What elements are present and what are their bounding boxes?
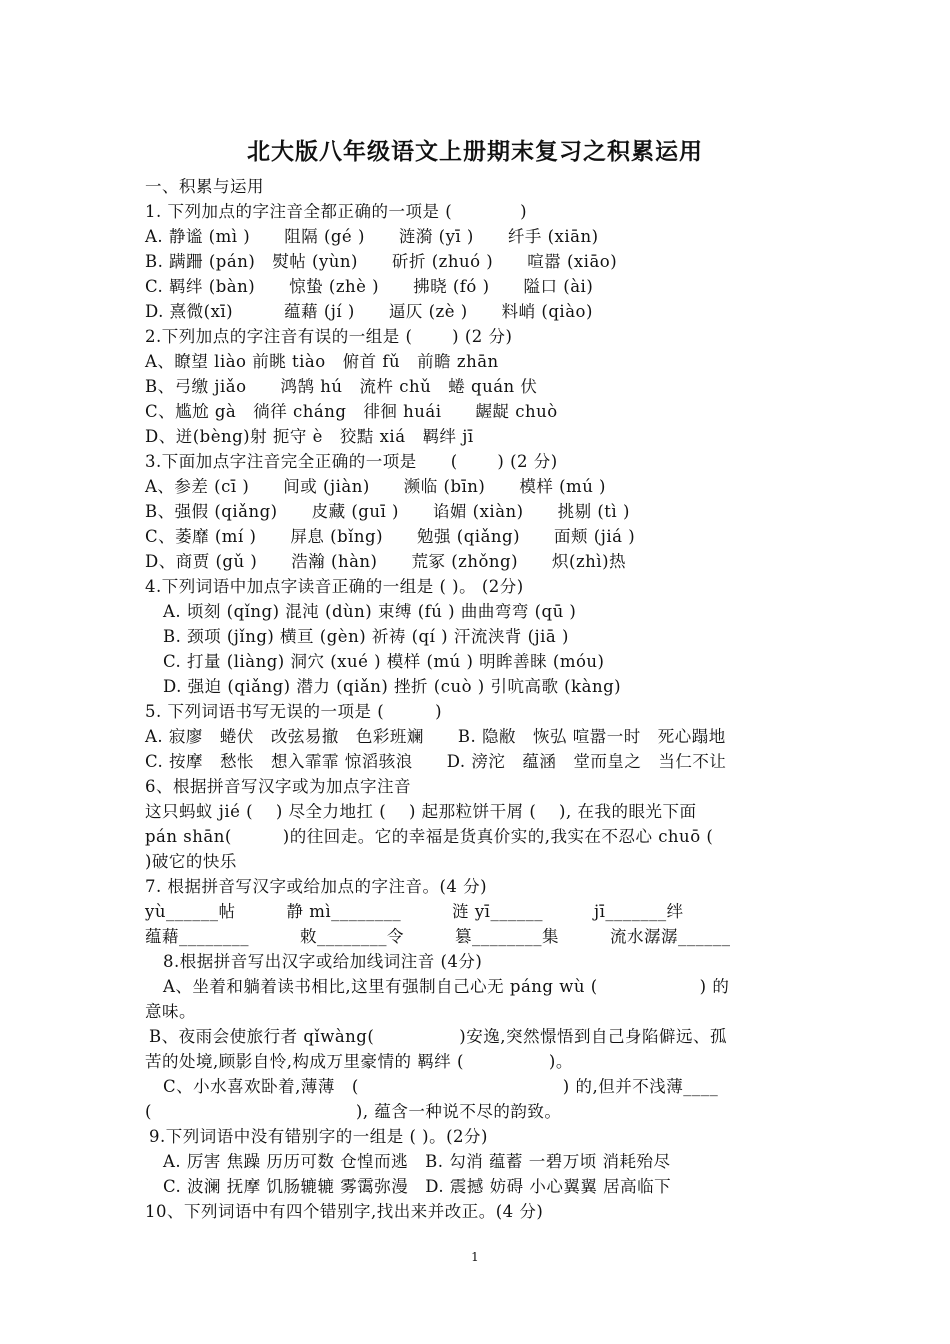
question-6-text-1: 这只蚂蚁 jié ( ) 尽全力地扛 ( ) 起那粒饼干屑 ( ), 在我的眼光下面 [145, 802, 697, 821]
question-3-option-c: C、萎靡 (mí ) 屏息 (bǐng) 勉强 (qiǎng) 面颊 (jiá ) [145, 527, 636, 546]
question-5: 5. 下列词语书写无误的一项是 ( ) [145, 702, 443, 721]
question-1-option-a: A. 静谧 (mì ) 阻隔 (gé ) 涟漪 (yī ) 纤手 (xiān) [145, 227, 599, 246]
question-5-options-ab: A. 寂廖 蜷伏 改弦易撤 色彩班斓 B. 隐敝 恢弘 喧嚣一时 死心蹋地 [145, 727, 726, 746]
question-8-c-cont: ( ), 蕴含一种说不尽的韵致。 [145, 1102, 562, 1121]
question-2-option-b: B、弓缴 jiǎo 鸿鹄 hú 流杵 chǔ 蜷 quán 伏 [145, 377, 538, 396]
question-4-option-c: C. 打量 (liàng) 洞穴 (xué ) 模样 (mú ) 明眸善睐 (móu) [163, 652, 605, 671]
question-8: 8.根据拼音写出汉字或给加线词注音 (4分) [163, 952, 483, 971]
question-4-option-a: A. 顷刻 (qǐng) 混沌 (dùn) 束缚 (fú ) 曲曲弯弯 (qū ) [163, 602, 577, 621]
question-6-text-3: )破它的快乐 [145, 852, 237, 871]
question-8-a: A、坐着和躺着读书相比,这里有强制自己心无 páng wù ( ) 的 [163, 977, 730, 996]
question-8-b: B、夜雨会使旅行者 qǐwàng( )安逸,突然憬悟到自己身陷僻远、孤 [149, 1027, 727, 1046]
question-8-c: C、小水喜欢卧着,薄薄 ( ) 的,但并不浅薄____ [163, 1077, 719, 1096]
question-2-option-d: D、迸(bèng)射 扼守 è 狡黠 xiá 羁绊 jī [145, 427, 474, 446]
question-3-option-d: D、商贾 (gǔ ) 浩瀚 (hàn) 荒冢 (zhǒng) 炽(zhì)热 [145, 552, 627, 571]
question-3-option-a: A、参差 (cī ) 间或 (jiàn) 濒临 (bīn) 模样 (mú ) [145, 477, 606, 496]
question-4: 4.下列词语中加点字读音正确的一组是 ( )。 (2分) [145, 577, 524, 596]
question-4-option-d: D. 强迫 (qiǎng) 潜力 (qiǎn) 挫折 (cuò ) 引吭高歌 (kàng) [163, 677, 622, 696]
question-6: 6、根据拼音写汉字或为加点字注音 [145, 777, 411, 796]
question-2-option-c: C、尴尬 gà 徜徉 cháng 徘徊 huái 龌龊 chuò [145, 402, 558, 421]
question-9-options-ab: A. 厉害 焦躁 历历可数 仓惶而逃 B. 勾消 蕴蓄 一碧万顷 消耗殆尽 [163, 1152, 671, 1171]
question-7-row-2: 蕴藉________ 敕________令 篡________集 流水潺潺______ [145, 927, 731, 946]
question-7-row-1: yù______帖 静 mì________ 涟 yī______ jī_______绊 [145, 902, 684, 921]
question-2: 2.下列加点的字注音有误的一组是 ( ) (2 分) [145, 327, 513, 346]
question-1: 1. 下列加点的字注音全都正确的一项是 ( ) [145, 202, 528, 221]
document-title: 北大版八年级语文上册期末复习之积累运用 [247, 138, 703, 165]
question-1-option-c: C. 羁绊 (bàn) 惊蛰 (zhè ) 拂晓 (fó ) 隘口 (ài) [145, 277, 594, 296]
question-8-a-cont: 意味。 [145, 1002, 196, 1021]
question-1-option-b: B. 蹒跚 (pán) 熨帖 (yùn) 斫折 (zhuó ) 喧嚣 (xiāo) [145, 252, 618, 271]
question-2-option-a: A、瞭望 liào 前眺 tiào 俯首 fǔ 前瞻 zhān [145, 352, 499, 371]
question-8-b-cont: 苦的处境,顾影自怜,构成万里豪情的 羁绊 ( )。 [145, 1052, 573, 1071]
question-6-text-2: pán shān( )的往回走。它的幸福是货真价实的,我实在不忍心 chuō ( [145, 827, 714, 846]
question-1-option-d: D. 熹微(xī) 蕴藉 (jí ) 逼仄 (zè ) 料峭 (qiào) [145, 302, 593, 321]
question-10: 10、下列词语中有四个错别字,找出来并改正。(4 分) [145, 1202, 544, 1221]
question-5-options-cd: C. 按摩 愁怅 想入霏霏 惊滔骇浪 D. 滂沱 蕴涵 堂而皇之 当仁不让 [145, 752, 727, 771]
section-heading: 一、积累与运用 [145, 177, 264, 196]
page-number: 1 [471, 1250, 479, 1264]
question-9-options-cd: C. 波澜 抚摩 饥肠辘辘 雾霭弥漫 D. 震撼 妨碍 小心翼翼 居高临下 [163, 1177, 672, 1196]
question-4-option-b: B. 颈项 (jǐng) 横亘 (gèn) 祈祷 (qí ) 汗流浃背 (jiā ) [163, 627, 569, 646]
question-9: 9.下列词语中没有错别字的一组是 ( )。(2分) [149, 1127, 488, 1146]
question-3: 3.下面加点字注音完全正确的一项是 ( ) (2 分) [145, 452, 558, 471]
question-3-option-b: B、强假 (qiǎng) 皮藏 (guī ) 谄媚 (xiàn) 挑剔 (tì ) [145, 502, 630, 521]
question-7: 7. 根据拼音写汉字或给加点的字注音。(4 分) [145, 877, 488, 896]
